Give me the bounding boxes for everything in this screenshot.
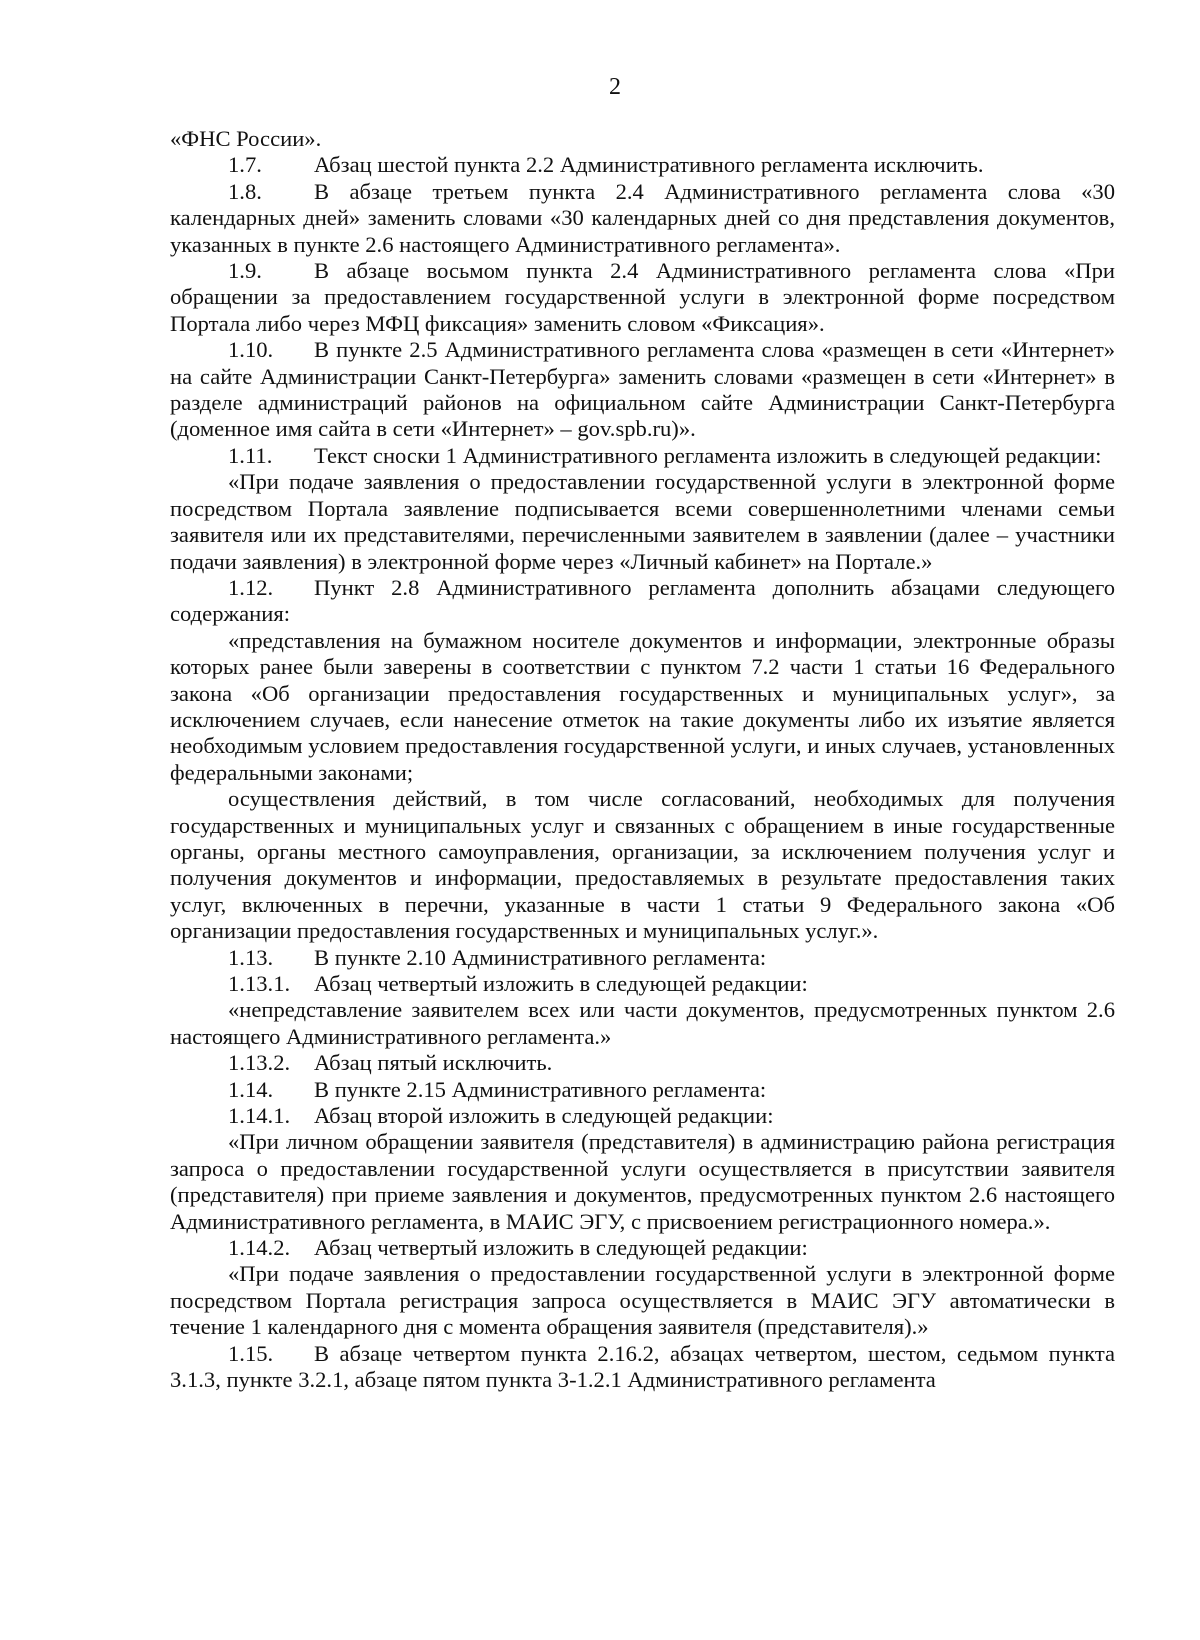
paragraph-1-7 [170, 152, 1115, 178]
paragraph-quote: «непредставление заявителем всех или части документов, предусмотренных пунктом 2.6 настоящего Административного регламента.» [170, 997, 1115, 1049]
item-text: Абзац пятый исключить. [314, 1050, 553, 1076]
item-number: 1.13.2. [228, 1050, 291, 1076]
paragraph-quote: «представления на бумажном носителе документов и информации, электронные образы которых ранее были заверены в соответствии с пунктом 7.2 части 1 статьи 16 Федерального закона «Об организации предоставления государственных и муниципальных услуг», за исключением случаев, если нанесение отметок на такие документы либо их изъятие является необходимым условием предоставления государственной услуги, и иных случаев, установленных федеральными законами; [170, 627, 1115, 785]
item-text: Абзац четвертый изложить в следующей редакции: [314, 1235, 808, 1261]
paragraph-quote: «При подаче заявления о предоставлении государственной услуги в электронной форме посредством Портала заявление подписывается всеми совершеннолетними членами семьи заявителя или их представителями, перечисленными заявителем в заявлении (далее – участники подачи заявления) в электронной форме через «Личный кабинет» на Портале.» [170, 469, 1115, 574]
paragraph-quote: «При подаче заявления о предоставлении государственной услуги в электронной форме посредством Портала регистрация запроса осуществляется в МАИС ЭГУ автоматически в течение 1 календарного дня с момента обращения заявителя (представителя).» [170, 1261, 1115, 1340]
paragraph-1-9 [170, 258, 1115, 337]
paragraph-1-14-1 [170, 1103, 1115, 1129]
paragraph-1-8 [170, 179, 1115, 258]
item-number: 1.12. [228, 574, 274, 600]
item-number: 1.13. [228, 944, 274, 970]
paragraph-quote: осуществления действий, в том числе согласований, необходимых для получения государственных и муниципальных услуг и связанных с обращением в иные государственные органы, органы местного самоуправления, организации, за исключением получения услуг и получения документов и информации, предоставляемых в результате предоставления таких услуг, включенных в перечни, указанные в части 1 статьи 9 Федерального закона «Об организации предоставления государственных и муниципальных услуг.». [170, 786, 1115, 944]
item-number: 1.13.1. [228, 971, 291, 996]
paragraph-1-14 [170, 1077, 1115, 1103]
item-number: 1.15. [228, 1340, 274, 1366]
item-text: Абзац шестой пункта 2.2 Административного регламента исключить. [314, 152, 984, 178]
item-text: В пункте 2.10 Административного регламента: [314, 944, 767, 970]
document-body [170, 126, 1115, 1394]
paragraph: «ФНС России». [170, 126, 322, 151]
paragraph-1-10 [170, 337, 1115, 443]
item-text: Пункт 2.8 Административного регламента дополнить абзацами следующего содержания: [170, 574, 1115, 627]
item-number: 1.9. [228, 258, 262, 284]
paragraph-1-14-2 [170, 1235, 1115, 1261]
paragraph-1-13-2 [170, 1050, 1115, 1076]
item-text: В пункте 2.15 Административного регламента: [314, 1076, 767, 1102]
item-number: 1.14.2. [228, 1235, 291, 1261]
paragraph-1-15 [170, 1341, 1115, 1394]
item-text: В пункте 2.5 Административного регламента слова «размещен в сети «Интернет» на сайте Администрации Санкт-Петербурга» заменить словами «размещен в сети «Интернет» в разделе администраций районов на официальном сайте Администрации Санкт-Петербурга (доменное имя сайта в сети «Интернет» – gov.spb.ru)». [170, 337, 1115, 442]
paragraph-1-12 [170, 575, 1115, 628]
item-text: Абзац второй изложить в следующей редакции: [314, 1103, 774, 1129]
paragraph-quote: «При личном обращении заявителя (представителя) в администрацию района регистрация запроса о предоставлении государственной услуги осуществляется в присутствии заявителя (представителя) при приеме заявления и документов, предусмотренных пунктом 2.6 настоящего Административного регламента, в МАИС ЭГУ, с присвоением регистрационного номера.». [170, 1129, 1115, 1234]
item-number: 1.14. [228, 1076, 274, 1102]
paragraph-1-13-1 [170, 971, 1115, 997]
item-number: 1.11. [228, 442, 273, 468]
item-text: В абзаце четвертом пункта 2.16.2, абзацах четвертом, шестом, седьмом пункта 3.1.3, пункте 3.2.1, абзаце пятом пункта 3-1.2.1 Административного регламента [170, 1340, 1115, 1393]
item-text: Абзац четвертый изложить в следующей редакции: [314, 971, 808, 996]
item-number: 1.8. [228, 178, 262, 204]
page-number: 2 [609, 74, 621, 100]
item-number: 1.10. [228, 337, 274, 363]
item-number: 1.7. [228, 152, 262, 178]
item-number: 1.14.1. [228, 1103, 291, 1129]
paragraph-1-13 [170, 945, 1115, 971]
item-text: В абзаце третьем пункта 2.4 Административного регламента слова «30 календарных дней» заменить словами «30 календарных дней со дня представления документов, указанных в пункте 2.6 настоящего Административного регламента». [170, 178, 1115, 257]
item-text: Текст сноски 1 Административного регламента изложить в следующей редакции: [314, 442, 1102, 468]
item-text: В абзаце восьмом пункта 2.4 Административного регламента слова «При обращении за предоставлением государственной услуги в электронной форме посредством Портала либо через МФЦ фиксация» заменить словом «Фиксация». [170, 258, 1115, 336]
paragraph-1-11 [170, 443, 1115, 469]
